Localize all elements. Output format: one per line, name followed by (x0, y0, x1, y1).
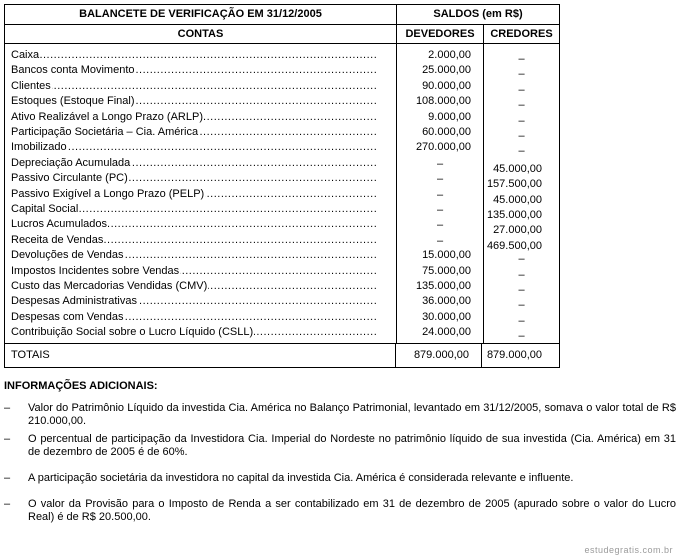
account-name (11, 202, 376, 217)
watermark: estudegratis.com.br (584, 545, 673, 555)
credit-value: – (518, 284, 525, 296)
column-header-row (5, 25, 559, 44)
bullet-dash: – (4, 472, 11, 484)
debit-value: 75.000,00 (422, 264, 471, 277)
account-label: Clientes (11, 79, 51, 92)
account-name (11, 140, 376, 155)
account-label: Passivo Exigível a Longo Prazo (PELP) (11, 187, 205, 200)
totals-row (5, 344, 559, 367)
account-label: Participação Societária – Cia. América (11, 126, 199, 138)
account-label: Capital Social (11, 203, 79, 215)
debit-value: – (436, 204, 444, 216)
additional-info-title: INFORMAÇÕES ADICIONAIS: (4, 380, 158, 392)
account-label: Contribuição Social sobre o Lucro Líquido (CSLL) (11, 326, 254, 339)
account-label: Receita de Vendas (11, 233, 104, 246)
credit-value: – (518, 145, 525, 158)
debit-value: – (436, 188, 444, 201)
accounts-column (5, 44, 397, 343)
account-label: Depreciação Acumulada (11, 156, 131, 169)
account-name (11, 156, 376, 171)
debit-value: 60.000,00 (422, 126, 471, 138)
debit-value: 30.000,00 (422, 310, 471, 323)
credit-value: – (518, 68, 525, 81)
col-accounts-header: CONTAS (5, 25, 397, 43)
account-name (11, 294, 376, 309)
account-label: Passivo Circulante (PC) (11, 172, 128, 185)
account-name (11, 48, 376, 63)
account-label: Imobilizado (11, 141, 67, 154)
info-note (4, 472, 676, 485)
credit-value: – (518, 314, 525, 327)
note-text: Valor do Patrimônio Líquido da investida Cia. América no Balanço Patrimonial, levantado em 31/12/2005, somava o valor total de R$ 210.000,00. (28, 402, 676, 427)
credit-value: – (518, 114, 525, 127)
account-label: Despesas Administrativas (11, 295, 137, 308)
debit-value: 270.000,00 (415, 141, 471, 154)
debit-value: 9.000,00 (428, 110, 471, 123)
account-name (11, 63, 376, 78)
account-label: Custo das Mercadorias Vendidas (CMV) (11, 280, 208, 292)
credit-value: – (518, 53, 525, 65)
credit-value: – (518, 299, 525, 312)
account-name (11, 217, 376, 232)
credit-value: – (518, 268, 525, 281)
table-title: BALANCETE DE VERIFICAÇÃO EM 31/12/2005 (5, 5, 397, 24)
debit-value: 2.000,00 (428, 49, 471, 61)
account-label: Lucros Acumulados (11, 218, 107, 231)
totals-credit: 879.000,00 (486, 349, 542, 361)
totals-debit: 879.000,00 (396, 344, 482, 367)
account-name (11, 248, 376, 263)
account-name (11, 110, 376, 125)
bullet-dash: – (4, 498, 11, 510)
credit-value: 469.500,00 (486, 239, 542, 252)
debit-value: 90.000,00 (422, 79, 471, 92)
credit-value: 45.000,00 (493, 193, 542, 206)
debit-value: – (436, 157, 444, 170)
credit-value: 27.000,00 (493, 224, 542, 237)
account-name (11, 264, 376, 279)
account-name (11, 79, 376, 94)
debit-value: – (436, 234, 444, 247)
col-debit-header: DEVEDORES (397, 25, 484, 43)
credit-value: – (518, 130, 525, 142)
debit-value: 108.000,00 (415, 95, 471, 108)
debit-value: 15.000,00 (422, 249, 471, 262)
bullet-dash: – (4, 402, 11, 414)
credit-value: 157.500,00 (486, 178, 542, 191)
debit-value: 135.000,00 (415, 280, 471, 292)
credit-value: – (518, 99, 525, 112)
info-note (4, 433, 676, 459)
note-text: A participação societária da investidora no capital da investida Cia. América é considerada relevante e influente. (28, 472, 574, 484)
account-label: Impostos Incidentes sobre Vendas (11, 264, 180, 277)
account-name (11, 325, 376, 340)
debit-value: 36.000,00 (422, 295, 471, 308)
account-label: Despesas com Vendas (11, 310, 124, 323)
col-credit-header: CREDORES (490, 28, 553, 40)
account-label: Caixa (11, 49, 40, 61)
account-label: Ativo Realizável a Longo Prazo (ARLP) (11, 110, 203, 123)
credit-column (484, 44, 559, 343)
debit-value: – (436, 219, 444, 232)
debit-column (397, 44, 484, 343)
account-name (11, 279, 376, 294)
credit-value: – (518, 253, 525, 266)
table-body (5, 44, 559, 344)
account-label: Bancos conta Movimento (11, 64, 135, 77)
account-label: Devoluções de Vendas (11, 249, 124, 262)
table-header-row (5, 5, 559, 25)
totals-label: TOTAIS (5, 344, 396, 367)
account-label: Estoques (Estoque Final) (11, 95, 135, 108)
credit-value: 135.000,00 (486, 209, 542, 221)
account-name (11, 94, 376, 109)
info-note (4, 498, 676, 524)
credit-value: 45.000,00 (493, 162, 542, 175)
debit-value: 25.000,00 (422, 64, 471, 77)
debit-value: – (436, 173, 444, 186)
balances-header: SALDOS (em R$) (433, 8, 523, 20)
credit-value: – (518, 83, 525, 96)
account-name (11, 125, 376, 140)
account-name (11, 171, 376, 186)
account-name (11, 233, 376, 248)
account-name (11, 187, 376, 202)
debit-value: 24.000,00 (422, 326, 471, 339)
note-text: O percentual de participação da Investidora Cia. Imperial do Nordeste no patrimônio líquido de sua investida (Cia. América) em 31 de dezembro de 2005 é de 60%. (28, 433, 676, 458)
account-name (11, 310, 376, 325)
bullet-dash: – (4, 433, 11, 445)
credit-value: – (518, 330, 525, 343)
trial-balance-table (4, 4, 560, 368)
info-note (4, 402, 676, 428)
note-text: O valor da Provisão para o Imposto de Renda a ser contabilizado em 31 de dezembro de 2005 (apurado sobre o valor do Lucro Real) é de R$ 20.500,00. (28, 498, 676, 523)
